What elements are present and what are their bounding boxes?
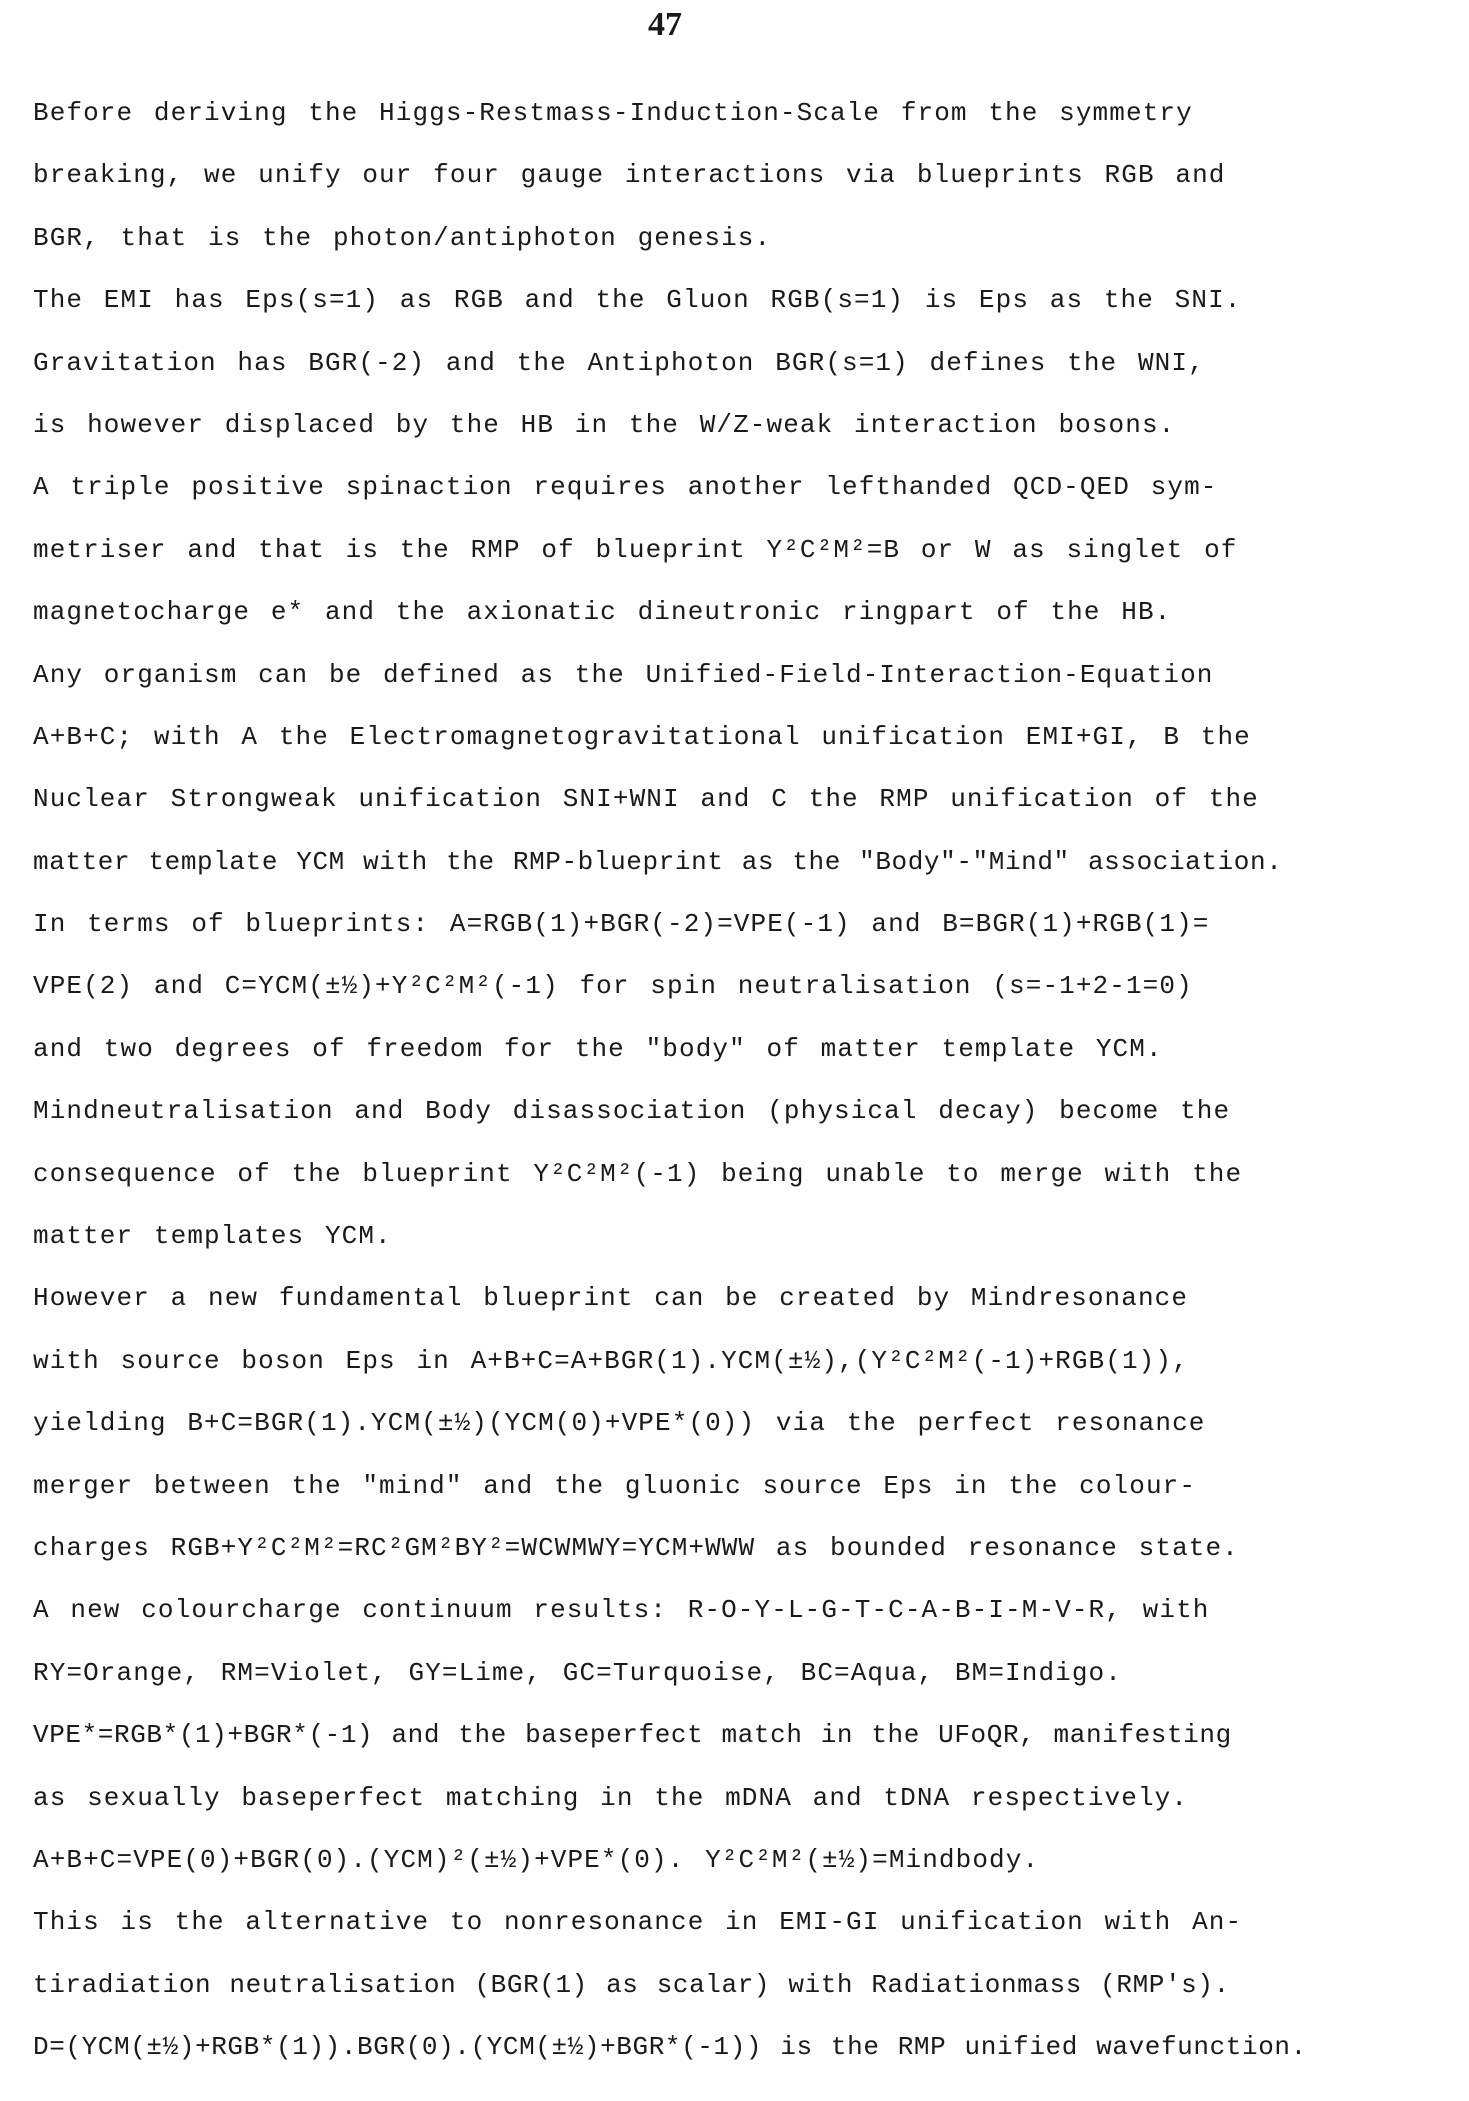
text-line: consequence of the blueprint Y²C²M²(-1) being unable to merge with the bbox=[33, 1158, 1243, 1189]
text-line: This is the alternative to nonresonance in EMI-GI unification with An- bbox=[33, 1907, 1243, 1938]
text-line: A+B+C=VPE(0)+BGR(0).(YCM)²(±½)+VPE*(0). Y²C²M²(±½)=Mindbody. bbox=[33, 1844, 1040, 1875]
text-line: The EMI has Eps(s=1) as RGB and the Gluon RGB(s=1) is Eps as the SNI. bbox=[33, 285, 1242, 316]
text-line: However a new fundamental blueprint can be created by Mindresonance bbox=[33, 1283, 1189, 1314]
text-line: is however displaced by the HB in the W/Z-weak interaction bosons. bbox=[33, 409, 1176, 440]
text-line: In terms of blueprints: A=RGB(1)+BGR(-2)=VPE(-1) and B=BGR(1)+RGB(1)= bbox=[33, 909, 1210, 940]
page-number: 47 bbox=[648, 6, 682, 43]
text-line: VPE(2) and C=YCM(±½)+Y²C²M²(-1) for spin neutralisation (s=-1+2-1=0) bbox=[33, 971, 1193, 1002]
text-line: Mindneutralisation and Body disassociation (physical decay) become the bbox=[33, 1096, 1231, 1127]
text-line: metriser and that is the RMP of blueprint Y²C²M²=B or W as singlet of bbox=[33, 534, 1238, 565]
text-line: breaking, we unify our four gauge interactions via blueprints RGB and bbox=[33, 160, 1226, 191]
text-line: matter templates YCM. bbox=[33, 1221, 392, 1252]
text-line: charges RGB+Y²C²M²=RC²GM²BY²=WCWMWY=YCM+WWW as bounded resonance state. bbox=[33, 1532, 1239, 1563]
text-line: Any organism can be defined as the Unified-Field-Interaction-Equation bbox=[33, 659, 1214, 690]
body-text bbox=[33, 82, 1453, 2079]
text-line: VPE*=RGB*(1)+BGR*(-1) and the baseperfect match in the UFoQR, manifesting bbox=[33, 1720, 1232, 1751]
text-line: merger between the "mind" and the gluonic source Eps in the colour- bbox=[33, 1470, 1197, 1501]
text-line: matter template YCM with the RMP-blueprint as the "Body"-"Mind" association. bbox=[33, 846, 1283, 877]
text-line: A new colourcharge continuum results: R-O-Y-L-G-T-C-A-B-I-M-V-R, with bbox=[33, 1595, 1210, 1626]
text-line: D=(YCM(±½)+RGB*(1)).BGR(0).(YCM(±½)+BGR*(-1)) is the RMP unified wavefunction. bbox=[33, 2032, 1307, 2063]
text-line: and two degrees of freedom for the "body" of matter template YCM. bbox=[33, 1033, 1163, 1064]
text-line: as sexually baseperfect matching in the mDNA and tDNA respectively. bbox=[33, 1782, 1189, 1813]
text-line: Before deriving the Higgs-Restmass-Induction-Scale from the symmetry bbox=[33, 98, 1193, 128]
text-line: with source boson Eps in A+B+C=A+BGR(1).YCM(±½),(Y²C²M²(-1)+RGB(1)), bbox=[33, 1345, 1189, 1376]
text-line: Gravitation has BGR(-2) and the Antiphoton BGR(s=1) defines the WNI, bbox=[33, 347, 1205, 378]
text-line: BGR, that is the photon/antiphoton genesis. bbox=[33, 222, 772, 253]
text-line: A+B+C; with A the Electromagnetogravitational unification EMI+GI, B the bbox=[33, 721, 1251, 752]
text-line: magnetocharge e* and the axionatic dineutronic ringpart of the HB. bbox=[33, 597, 1172, 628]
text-line: yielding B+C=BGR(1).YCM(±½)(YCM(0)+VPE*(0)) via the perfect resonance bbox=[33, 1408, 1206, 1439]
text-line: RY=Orange, RM=Violet, GY=Lime, GC=Turquoise, BC=Aqua, BM=Indigo. bbox=[33, 1657, 1122, 1688]
text-line: A triple positive spinaction requires another lefthanded QCD-QED sym- bbox=[33, 472, 1218, 503]
text-line: tiradiation neutralisation (BGR(1) as scalar) with Radiationmass (RMP's). bbox=[33, 1969, 1230, 2000]
text-line: Nuclear Strongweak unification SNI+WNI and C the RMP unification of the bbox=[33, 784, 1259, 815]
